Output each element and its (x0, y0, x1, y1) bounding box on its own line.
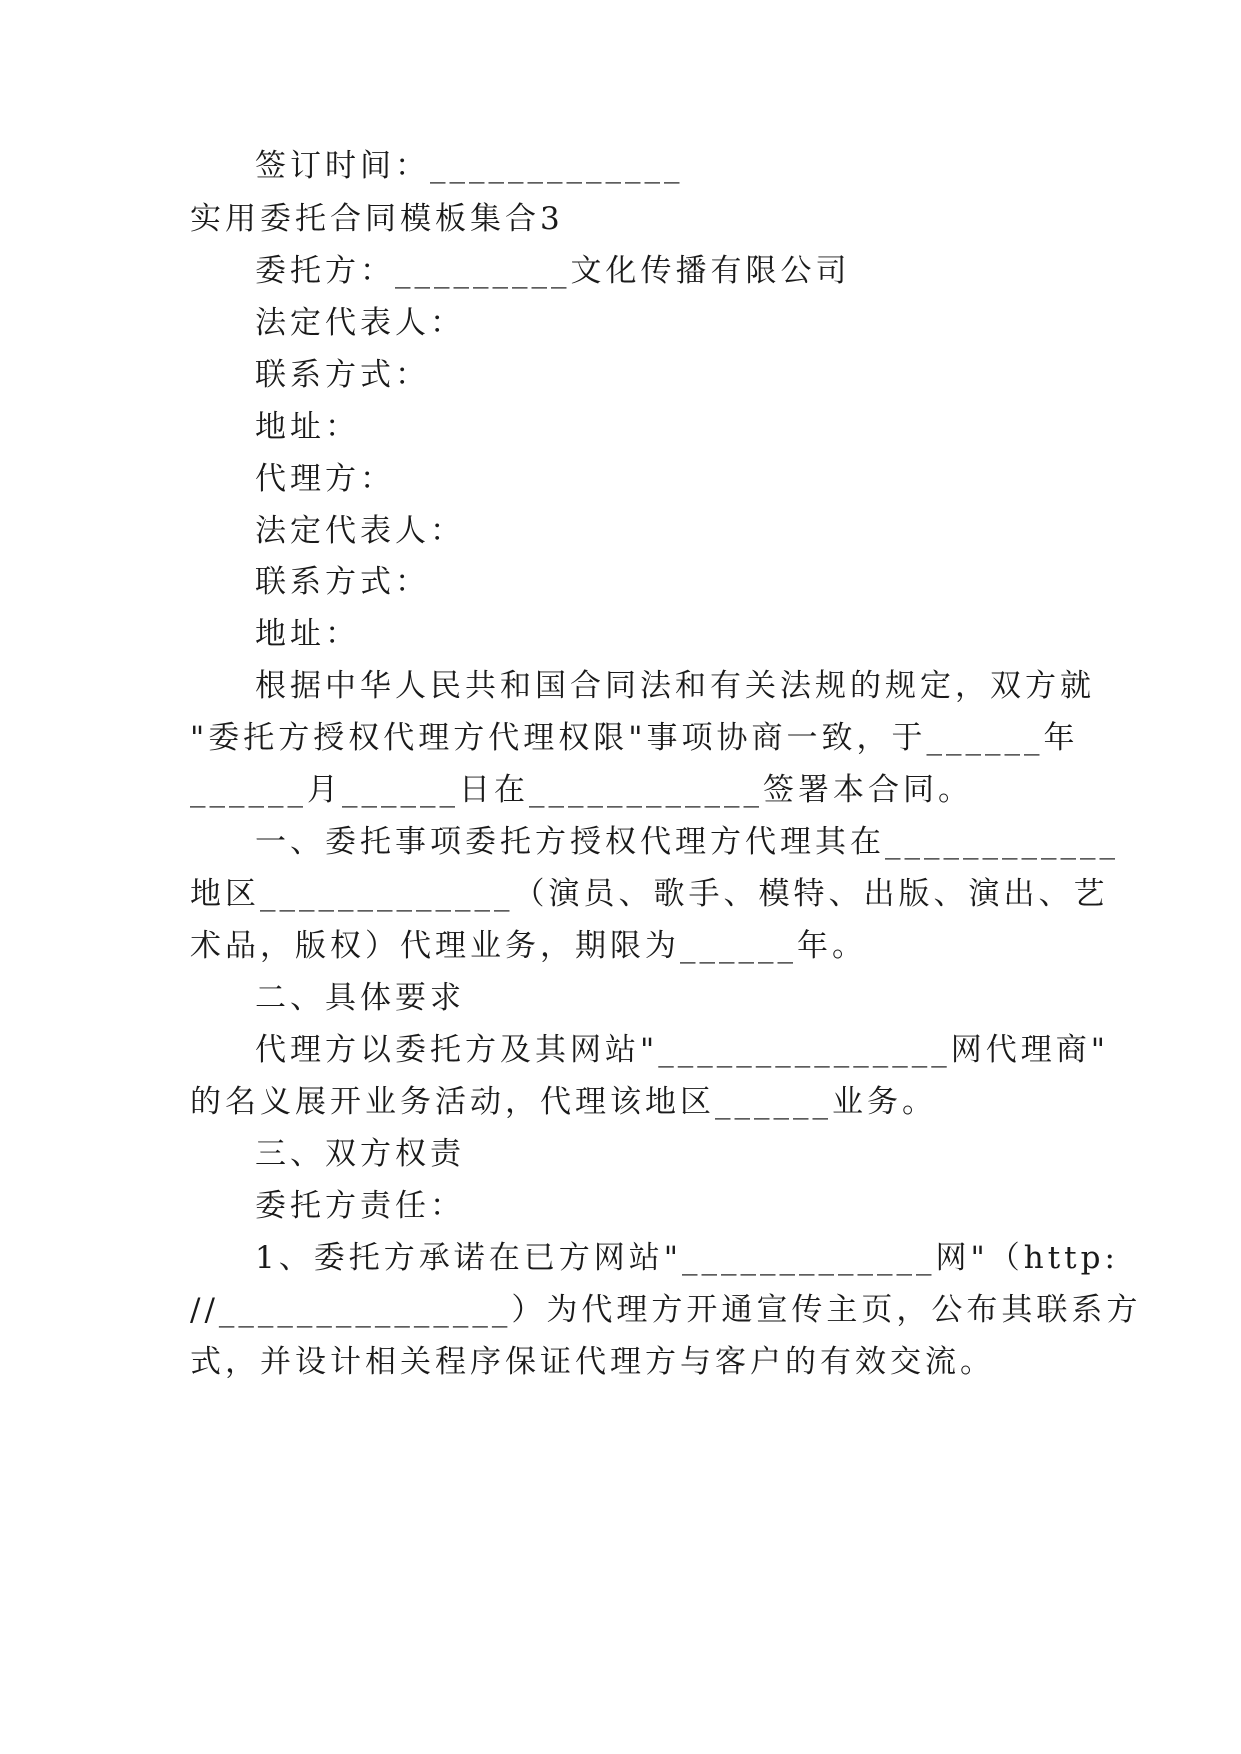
clause-1-line: 术品，版权）代理业务，期限为______年。 (190, 928, 867, 964)
agent-address-line: 地址： (255, 616, 360, 652)
clause-2-heading: 二、具体要求 (255, 980, 465, 1016)
clause-3-heading: 三、双方权责 (255, 1136, 465, 1172)
preamble-paragraph-line: 根据中华人民共和国合同法和有关法规的规定，双方就 (255, 668, 1095, 704)
duty-1-line: 1、委托方承诺在已方网站"_____________网"（http: (255, 1240, 1119, 1276)
agent-contact-line: 联系方式： (255, 564, 430, 600)
duty-1-line: 式，并设计相关程序保证代理方与客户的有效交流。 (190, 1344, 995, 1380)
preamble-paragraph-line: ______月______日在____________签署本合同。 (190, 772, 973, 808)
clause-1-line: 地区_____________（演员、歌手、模特、出版、演出、艺 (190, 876, 1109, 912)
agent-party-line: 代理方： (255, 461, 395, 497)
duty-1-line: //_______________）为代理方开通宣传主页，公布其联系方 (190, 1292, 1142, 1328)
principal-duties-heading: 委托方责任： (255, 1188, 465, 1224)
principal-contact-line: 联系方式： (255, 357, 430, 393)
contract-title: 实用委托合同模板集合3 (190, 201, 564, 237)
preamble-paragraph-line: "委托方授权代理方代理权限"事项协商一致，于______年 (190, 720, 1079, 756)
signing-time-line: 签订时间：_____________ (255, 148, 684, 184)
principal-legal-rep-line: 法定代表人： (255, 305, 465, 341)
principal-address-line: 地址： (255, 409, 360, 445)
clause-2-line: 代理方以委托方及其网站"_______________网代理商" (255, 1032, 1110, 1068)
clause-2-line: 的名义展开业务活动，代理该地区______业务。 (190, 1084, 937, 1120)
clause-1-line: 一、委托事项委托方授权代理方代理其在____________ (255, 824, 1119, 860)
agent-legal-rep-line: 法定代表人： (255, 513, 465, 549)
principal-party-line: 委托方：_________文化传播有限公司 (255, 253, 851, 289)
